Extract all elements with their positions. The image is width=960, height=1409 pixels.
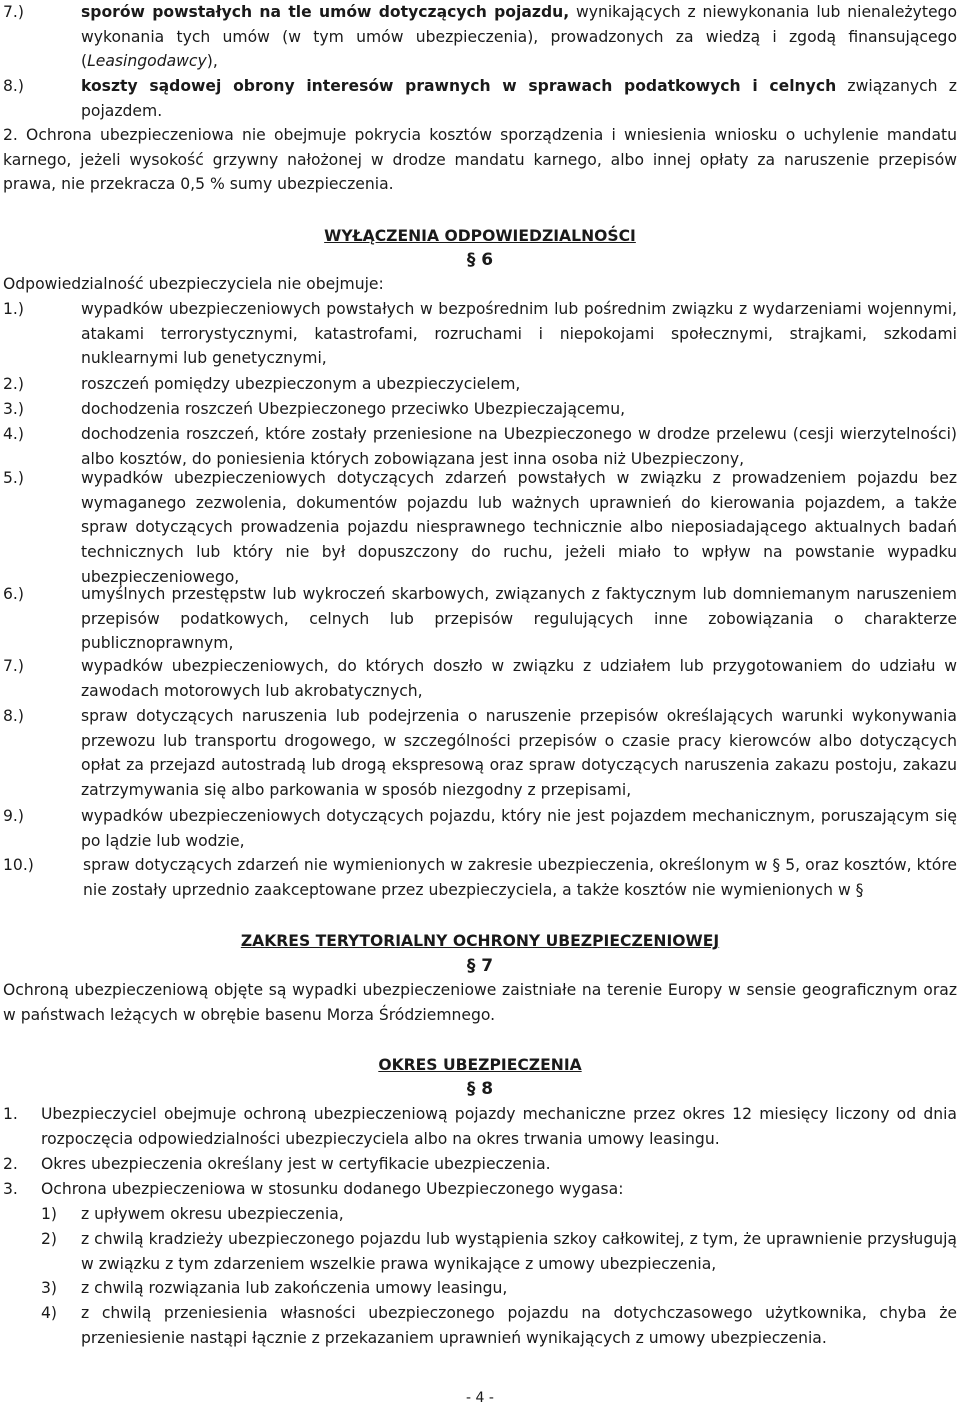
section-heading: WYŁĄCZENIA ODPOWIEDZIALNOŚCI	[324, 227, 636, 245]
item-number: 7.)	[3, 657, 24, 675]
sub-list-item	[41, 1301, 957, 1350]
item-number: 4)	[41, 1304, 58, 1322]
item-number: 10.)	[3, 856, 34, 874]
item-text: z chwilą kradzieży ubezpieczonego pojazdu lub wystąpienia szkoy całkowitej, z tym, że uprawnienie przysługują w związku z tym zdarzeniem wszelkie prawa wynikające z umowy ubezpieczenia,	[81, 1230, 957, 1273]
item-text: wypadków ubezpieczeniowych powstałych w bezpośrednim lub pośrednim związku z wydarzeniami wojennymi, atakami terrorystycznymi, katastrofami, rozruchami i niepokojami społecznymi, strajkami, szkodami nuklearnymi lub genetycznymi,	[81, 300, 957, 368]
item-text: dochodzenia roszczeń Ubezpieczonego przeciwko Ubezpieczającemu,	[81, 400, 626, 418]
item-text: koszty sądowej obrony interesów prawnych w sprawach podatkowych i celnych związanych z pojazdem.	[81, 77, 957, 120]
list-item	[3, 397, 957, 422]
item-text: z chwilą przeniesienia własności ubezpieczonego pojazdu na dotychczasowego użytkownika, chyba że przeniesienie nastąpi łącznie z przekazaniem uprawnień wynikających z umowy ubezpieczenia.	[81, 1304, 957, 1347]
item-number: 8.)	[3, 77, 24, 95]
item-number: 4.)	[3, 425, 24, 443]
item-number: 3.	[3, 1180, 18, 1198]
item-number: 2.)	[3, 375, 24, 393]
item-number: 2)	[41, 1230, 58, 1248]
item-number: 1.	[3, 1105, 18, 1123]
list-item	[3, 654, 957, 703]
sub-list-item	[41, 1276, 957, 1301]
item-text: z chwilą rozwiązania lub zakończenia umowy leasingu,	[81, 1279, 508, 1297]
sub-list-item	[41, 1202, 957, 1227]
item-number: 1.)	[3, 300, 24, 318]
item-number: 3)	[41, 1279, 58, 1297]
list-item	[3, 372, 957, 397]
item-text: spraw dotyczących naruszenia lub podejrzenia o naruszenie przepisów określających warunki wykonywania przewozu lub transportu drogowego, w szczególności przepisów o czasie pracy kierowców albo dotyczących opłat za przejazd autostradą lub drogą ekspresową oraz spraw dotyczących naruszenia zakazu postoju, zakazu zatrzymywania się albo parkowania w sposób niezgodny z przepisami,	[81, 707, 957, 800]
list-item	[3, 1152, 957, 1177]
item-text: spraw dotyczących zdarzeń nie wymienionych w zakresie ubezpieczenia, określonym w § 5, oraz kosztów, które nie zostały uprzednio zaakceptowane przez ubezpieczyciela, a także kosztów nie wymienionych w §	[83, 856, 957, 899]
list-item	[3, 582, 957, 656]
item-number: 2.	[3, 1155, 18, 1173]
item-text: wypadków ubezpieczeniowych dotyczących pojazdu, który nie jest pojazdem mechanicznym, poruszającym się po lądzie lub wodzie,	[81, 807, 957, 850]
list-item	[3, 297, 957, 371]
territory-text: Ochroną ubezpieczeniową objęte są wypadki ubezpieczeniowe zaistniałe na terenie Europy w sensie geograficznym oraz w państwach leżących w obrębie basenu Morza Śródziemnego.	[3, 981, 957, 1024]
section-heading: ZAKRES TERYTORIALNY OCHRONY UBEZPIECZENIOWEJ	[240, 932, 720, 950]
item-text: Ubezpieczyciel obejmuje ochroną ubezpieczeniową pojazdy mechaniczne przez okres 12 miesięcy liczony od dnia rozpoczęcia odpowiedzialności ubezpieczyciela albo na okres trwania umowy leasingu.	[41, 1105, 957, 1148]
item-number: 3.)	[3, 400, 24, 418]
page-number: - 4 -	[466, 1390, 494, 1406]
list-item	[3, 0, 957, 74]
item-number: 6.)	[3, 585, 24, 603]
item-text: z upływem okresu ubezpieczenia,	[81, 1205, 344, 1223]
intro-text: Odpowiedzialność ubezpieczyciela nie obejmuje:	[3, 275, 384, 293]
sub-list-item	[41, 1227, 957, 1276]
list-item	[3, 466, 957, 590]
item-text: wypadków ubezpieczeniowych dotyczących zdarzeń powstałych w związku z prowadzeniem pojazdu bez wymaganego zezwolenia, dokumentów pojazdu lub ważnych uprawnień do kierowania pojazdem, a także spraw dotyczących prowadzenia pojazdu niesprawnego technicznie albo nieposiadającego aktualnych badań technicznych lub który nie był dopuszczony do ruchu, jeżeli miało to wpływ na powstanie wypadku ubezpieczeniowego,	[81, 469, 957, 586]
item-number: 5.)	[3, 469, 24, 487]
list-item	[3, 422, 957, 471]
list-item	[3, 74, 957, 123]
item-text: sporów powstałych na tle umów dotyczących pojazdu, wynikających z niewykonania lub nienależytego wykonania tych umów (w tym umów ubezpieczenia), prowadzonych za wiedzą i zgodą finansującego (Leasingodawcy),	[81, 3, 957, 71]
list-item	[3, 1102, 957, 1151]
section-heading: OKRES UBEZPIECZENIA	[378, 1056, 582, 1074]
item-text: roszczeń pomiędzy ubezpieczonym a ubezpieczycielem,	[81, 375, 521, 393]
paragraph-2: 2. Ochrona ubezpieczeniowa nie obejmuje pokrycia kosztów sporządzenia i wniesienia wniosku o uchylenie mandatu karnego, jeżeli wysokość grzywny nałożonej w drodze mandatu karnego, albo innej opłaty za naruszenie przepisów prawa, nie przekracza 0,5 % sumy ubezpieczenia.	[3, 126, 957, 194]
item-number: 8.)	[3, 707, 24, 725]
item-text: umyślnych przestępstw lub wykroczeń skarbowych, związanych z faktycznym lub domniemanym naruszeniem przepisów podatkowych, celnych lub przepisów regulujących inne zobowiązania o charakterze publicznoprawnym,	[81, 585, 957, 653]
item-text: dochodzenia roszczeń, które zostały przeniesione na Ubezpieczonego w drodze przelewu (cesji wierzytelności) albo kosztów, do poniesienia których zobowiązana jest inna osoba niż Ubezpieczony,	[81, 425, 957, 468]
section-number: § 8	[466, 1079, 494, 1099]
list-item	[3, 704, 957, 803]
list-item	[3, 804, 957, 853]
section-number: § 7	[466, 956, 494, 976]
item-number: 1)	[41, 1205, 58, 1223]
item-text: Okres ubezpieczenia określany jest w certyfikacie ubezpieczenia.	[41, 1155, 551, 1173]
item-number: 7.)	[3, 3, 24, 21]
list-item	[3, 1177, 957, 1202]
item-text: Ochrona ubezpieczeniowa w stosunku dodanego Ubezpieczonego wygasa:	[41, 1180, 624, 1198]
section-number: § 6	[466, 250, 494, 270]
list-item	[3, 853, 957, 902]
item-number: 9.)	[3, 807, 24, 825]
item-text: wypadków ubezpieczeniowych, do których doszło w związku z udziałem lub przygotowaniem do udziału w zawodach motorowych lub akrobatycznych,	[81, 657, 957, 700]
